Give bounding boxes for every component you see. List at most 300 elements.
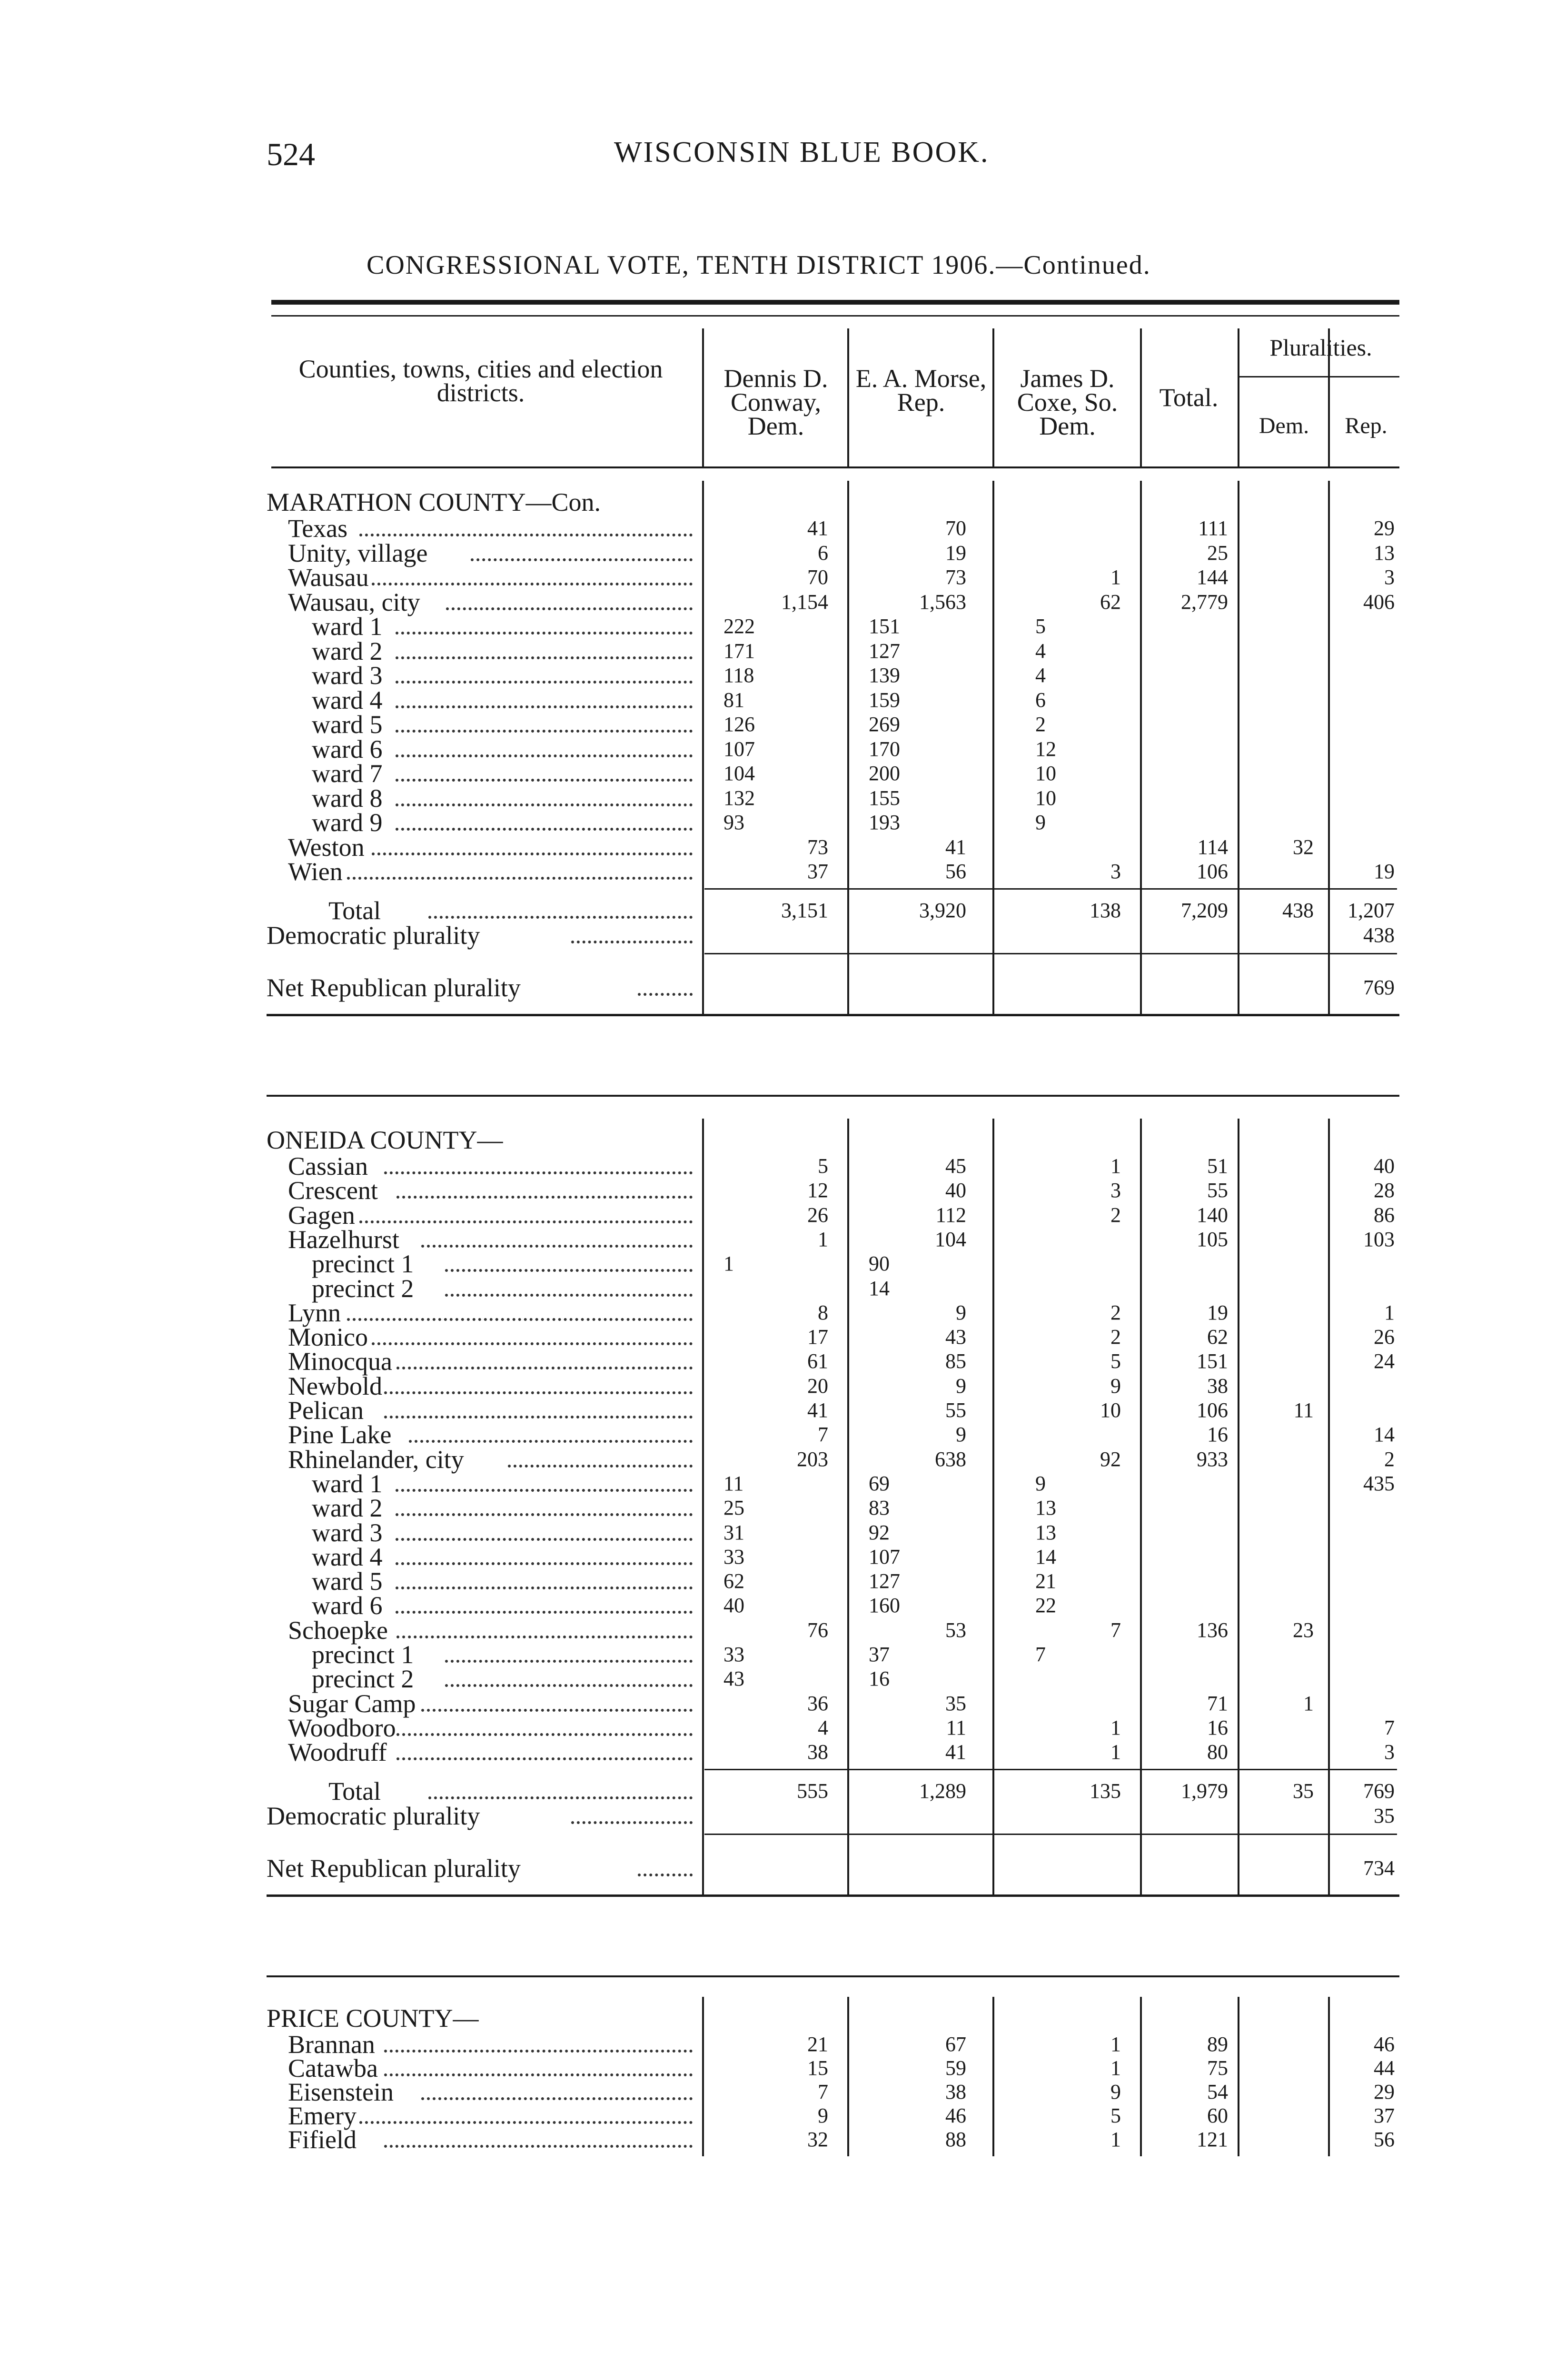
marathon-cell-coxe: 10 (1035, 762, 1056, 785)
price-cell-total: 75 (1207, 2056, 1228, 2080)
leader-dots (347, 1318, 693, 1321)
marathon-row-label: Texas (288, 514, 348, 543)
oneida-row-label: Sugar Camp (288, 1689, 416, 1718)
oneida-cell-coxe: 21 (1035, 1569, 1056, 1593)
oneida-row-label: ward 3 (312, 1518, 383, 1547)
oneida-total-rep: 769 (1363, 1779, 1395, 1803)
oneida-cell-morse: 92 (869, 1520, 890, 1544)
oneida-row-label: precinct 2 (312, 1274, 414, 1303)
oneida-cell-total: 62 (1207, 1325, 1228, 1349)
oneida-total-coxe: 135 (1090, 1779, 1121, 1803)
marathon-dem-plurality-rep: 438 (1363, 923, 1395, 947)
price-cell-total: 121 (1197, 2128, 1228, 2151)
oneida-cell-coxe: 7 (1035, 1643, 1046, 1666)
oneida-cell-rep: 2 (1384, 1447, 1395, 1471)
leader-dots (372, 853, 693, 855)
oneida-net-rep-rep: 734 (1363, 1856, 1395, 1880)
header-conway: Dennis D. Conway, Dem. (723, 364, 828, 440)
marathon-cell-morse: 73 (945, 565, 966, 589)
oneida-cell-rep: 435 (1363, 1471, 1395, 1495)
leader-dots (384, 1416, 693, 1418)
header-top-rule (271, 300, 1399, 305)
oneida-row-label: precinct 1 (312, 1640, 414, 1669)
column-rule (1238, 1997, 1239, 2156)
price-top-rule (267, 1975, 1399, 1977)
marathon-cell-morse: 269 (869, 713, 900, 736)
marathon-cell-conway: 126 (723, 713, 755, 736)
oneida-total-rule (704, 1769, 1397, 1770)
leader-dots (347, 877, 693, 880)
price-cell-coxe: 9 (1110, 2080, 1121, 2103)
price-cell-rep: 56 (1374, 2128, 1395, 2151)
oneida-cell-morse: 16 (869, 1667, 890, 1691)
oneida-cell-morse: 69 (869, 1471, 890, 1495)
leader-dots (396, 730, 693, 733)
oneida-cell-conway: 1 (818, 1227, 828, 1251)
oneida-cell-conway: 26 (807, 1203, 828, 1227)
leader-dots (384, 1391, 693, 1394)
marathon-row-label: Wausau (288, 563, 369, 592)
oneida-cell-conway: 33 (723, 1643, 744, 1666)
price-cell-coxe: 1 (1110, 2128, 1121, 2151)
header-morse: E. A. Morse, Rep. (855, 364, 987, 416)
marathon-row-label: Wausau, city (288, 587, 420, 616)
oneida-cell-morse: 41 (945, 1740, 966, 1764)
oneida-dem-plurality-rep: 35 (1374, 1804, 1395, 1827)
running-title: WISCONSIN BLUE BOOK. (614, 136, 990, 169)
oneida-cell-total: 51 (1207, 1154, 1228, 1178)
oneida-cell-rep: 14 (1374, 1423, 1395, 1447)
marathon-cell-conway: 171 (723, 639, 755, 663)
leader-dots (446, 607, 693, 610)
price-row-label: Fifield (288, 2125, 357, 2154)
leader-dots (396, 1636, 693, 1638)
marathon-row-label: Wien (288, 857, 343, 886)
price-cell-morse: 38 (945, 2080, 966, 2103)
marathon-cell-conway: 1,154 (781, 590, 828, 614)
oneida-cell-conway: 38 (807, 1740, 828, 1764)
leader-dots (445, 1660, 693, 1663)
oneida-cell-dem: 1 (1303, 1691, 1314, 1715)
oneida-cell-coxe: 2 (1110, 1300, 1121, 1324)
price-cell-conway: 9 (818, 2104, 828, 2127)
oneida-row-label: Schoepke (288, 1616, 388, 1645)
oneida-row-label: Hazelhurst (288, 1225, 399, 1254)
column-rule (992, 1119, 994, 1894)
oneida-cell-morse: 9 (956, 1374, 966, 1398)
marathon-row-label: ward 8 (312, 783, 383, 813)
oneida-cell-conway: 20 (807, 1374, 828, 1398)
leader-dots (359, 2121, 693, 2124)
leader-dots (396, 1367, 693, 1369)
oneida-cell-coxe: 1 (1110, 1740, 1121, 1764)
oneida-cell-morse: 55 (945, 1398, 966, 1422)
marathon-cell-coxe: 6 (1035, 688, 1046, 712)
oneida-cell-morse: 107 (869, 1545, 900, 1568)
oneida-cell-coxe: 1 (1110, 1154, 1121, 1178)
marathon-total-rule (704, 888, 1397, 890)
leader-dots (396, 1562, 693, 1565)
leader-dots (571, 1821, 693, 1824)
leader-dots (396, 1587, 693, 1589)
price-cell-coxe: 5 (1110, 2104, 1121, 2127)
marathon-cell-morse: 200 (869, 762, 900, 785)
marathon-cell-coxe: 9 (1035, 811, 1046, 834)
oneida-cell-total: 19 (1207, 1300, 1228, 1324)
oneida-cell-total: 16 (1207, 1716, 1228, 1739)
leader-dots (445, 1269, 693, 1272)
oneida-cell-rep: 86 (1374, 1203, 1395, 1227)
leader-dots (638, 993, 693, 996)
oneida-cell-coxe: 13 (1035, 1496, 1056, 1520)
oneida-cell-coxe: 2 (1110, 1325, 1121, 1349)
oneida-cell-morse: 104 (935, 1227, 966, 1251)
oneida-cell-total: 151 (1197, 1349, 1228, 1373)
oneida-cell-conway: 8 (818, 1300, 828, 1324)
price-cell-conway: 21 (807, 2033, 828, 2056)
oneida-cell-conway: 1 (723, 1252, 734, 1276)
marathon-cell-conway: 37 (807, 860, 828, 883)
oneida-row-label: ward 6 (312, 1591, 383, 1620)
marathon-cell-conway: 81 (723, 688, 744, 712)
column-rule (847, 328, 849, 466)
oneida-row-label: precinct 1 (312, 1250, 414, 1279)
oneida-cell-morse: 112 (935, 1203, 966, 1227)
header-total: Total. (1159, 383, 1219, 412)
oneida-cell-conway: 11 (723, 1471, 744, 1495)
leader-dots (384, 2050, 693, 2053)
marathon-cell-morse: 159 (869, 688, 900, 712)
marathon-cell-coxe: 62 (1100, 590, 1121, 614)
oneida-cell-conway: 40 (723, 1594, 744, 1617)
oneida-top-rule (267, 1095, 1399, 1097)
oneida-cell-rep: 26 (1374, 1325, 1395, 1349)
leader-dots (396, 1757, 693, 1760)
marathon-cell-dem: 32 (1293, 835, 1314, 859)
leader-dots (409, 1440, 693, 1443)
header-bottom-rule (271, 466, 1399, 468)
oneida-total-dem: 35 (1293, 1779, 1314, 1803)
marathon-cell-coxe: 3 (1110, 860, 1121, 883)
marathon-total-conway: 3,151 (781, 898, 828, 922)
header-districts: Counties, towns, cities and election districts. (298, 355, 663, 407)
column-rule (992, 1997, 994, 2156)
price-cell-rep: 46 (1374, 2033, 1395, 2056)
oneida-row-label: Pelican (288, 1396, 364, 1425)
oneida-cell-morse: 35 (945, 1691, 966, 1715)
leader-dots (396, 1489, 693, 1492)
leader-dots (571, 941, 693, 943)
leader-dots (428, 1796, 693, 1799)
marathon-cell-coxe: 4 (1035, 664, 1046, 687)
leader-dots (421, 2097, 693, 2100)
marathon-cell-morse: 170 (869, 737, 900, 761)
oneida-row-label: Monico (288, 1323, 368, 1352)
price-cell-morse: 59 (945, 2056, 966, 2080)
oneida-cell-conway: 7 (818, 1423, 828, 1447)
price-cell-conway: 15 (807, 2056, 828, 2080)
oneida-cell-conway: 4 (818, 1716, 828, 1739)
price-row-label: Eisenstein (288, 2078, 394, 2106)
leader-dots (384, 1171, 693, 1174)
price-row-label: Brannan (288, 2030, 375, 2059)
oneida-cell-morse: 14 (869, 1276, 890, 1300)
marathon-dem-plurality-label: Democratic plurality (267, 921, 480, 950)
oneida-row-label: ward 5 (312, 1567, 383, 1596)
column-rule (992, 328, 994, 466)
oneida-total-label: Total (328, 1776, 381, 1805)
oneida-cell-conway: 203 (797, 1447, 828, 1471)
oneida-net-rep-label: Net Republican plurality (267, 1854, 521, 1883)
leader-dots (508, 1465, 693, 1468)
marathon-cell-rep: 29 (1374, 516, 1395, 540)
marathon-cell-total: 2,779 (1181, 590, 1228, 614)
marathon-cell-conway: 70 (807, 565, 828, 589)
oneida-cell-morse: 90 (869, 1252, 890, 1276)
marathon-cell-morse: 193 (869, 811, 900, 834)
marathon-total-rep: 1,207 (1348, 898, 1395, 922)
marathon-cell-morse: 70 (945, 516, 966, 540)
oneida-cell-coxe: 13 (1035, 1520, 1056, 1544)
column-rule (1328, 481, 1330, 1014)
leader-dots (445, 1294, 693, 1297)
price-county-heading: PRICE COUNTY— (267, 2004, 479, 2033)
column-rule (992, 481, 994, 1014)
price-cell-coxe: 1 (1110, 2056, 1121, 2080)
oneida-county-heading: ONEIDA COUNTY— (267, 1126, 503, 1154)
marathon-row-label: Unity, village (288, 538, 428, 567)
oneida-cell-total: 933 (1197, 1447, 1228, 1471)
price-cell-morse: 46 (945, 2104, 966, 2127)
oneida-total-morse: 1,289 (919, 1779, 966, 1803)
oneida-plurality-rule (704, 1834, 1397, 1835)
oneida-cell-coxe: 5 (1110, 1349, 1121, 1373)
marathon-cell-conway: 93 (723, 811, 744, 834)
oneida-cell-coxe: 9 (1035, 1471, 1046, 1495)
oneida-cell-total: 136 (1197, 1618, 1228, 1642)
oneida-row-label: ward 2 (312, 1494, 383, 1523)
marathon-cell-total: 111 (1198, 516, 1228, 540)
marathon-cell-coxe: 10 (1035, 786, 1056, 810)
price-cell-rep: 44 (1374, 2056, 1395, 2080)
oneida-total-conway: 555 (797, 1779, 828, 1803)
oneida-cell-conway: 61 (807, 1349, 828, 1373)
page-header (267, 136, 1428, 178)
oneida-row-label: Lynn (288, 1298, 341, 1327)
marathon-cell-conway: 222 (723, 615, 755, 638)
oneida-row-label: precinct 2 (312, 1665, 414, 1694)
oneida-cell-coxe: 10 (1100, 1398, 1121, 1422)
leader-dots (372, 1342, 693, 1345)
oneida-row-label: Crescent (288, 1176, 378, 1205)
oneida-cell-dem: 11 (1293, 1398, 1314, 1422)
oneida-row-label: Woodruff (288, 1738, 387, 1767)
oneida-cell-total: 140 (1197, 1203, 1228, 1227)
price-cell-morse: 88 (945, 2128, 966, 2151)
oneida-row-label: Woodboro (288, 1713, 396, 1742)
marathon-row-label: ward 7 (312, 759, 383, 788)
marathon-cell-coxe: 1 (1110, 565, 1121, 589)
marathon-cell-coxe: 5 (1035, 615, 1046, 638)
column-rule (1328, 1997, 1330, 2156)
header-coxe: James D. Coxe, So. Dem. (1017, 364, 1118, 440)
oneida-cell-conway: 36 (807, 1691, 828, 1715)
column-rule (702, 1997, 704, 2156)
oneida-cell-total: 80 (1207, 1740, 1228, 1764)
marathon-total-morse: 3,920 (919, 898, 966, 922)
leader-dots (396, 754, 693, 757)
marathon-net-rep-rep: 769 (1363, 975, 1395, 999)
oneida-cell-coxe: 9 (1110, 1374, 1121, 1398)
price-row-label: Catawba (288, 2054, 378, 2082)
marathon-cell-morse: 151 (869, 615, 900, 638)
column-rule (702, 1119, 704, 1894)
oneida-cell-conway: 5 (818, 1154, 828, 1178)
marathon-section-end-rule (267, 1014, 1399, 1016)
oneida-cell-dem: 23 (1293, 1618, 1314, 1642)
leader-dots (421, 1245, 693, 1248)
marathon-row-label: ward 1 (312, 612, 383, 641)
pluralities-rule (1238, 376, 1399, 377)
marathon-cell-conway: 107 (723, 737, 755, 761)
oneida-cell-morse: 11 (946, 1716, 966, 1739)
oneida-row-label: Cassian (288, 1152, 368, 1180)
oneida-cell-morse: 83 (869, 1496, 890, 1520)
leader-dots (396, 1733, 693, 1736)
oneida-cell-rep: 28 (1374, 1179, 1395, 1202)
leader-dots (372, 583, 693, 585)
marathon-row-label: Weston (288, 833, 365, 862)
leader-dots (396, 828, 693, 831)
marathon-cell-morse: 56 (945, 860, 966, 883)
header-top-rule-thin (271, 315, 1399, 317)
column-rule (1140, 1119, 1142, 1894)
marathon-cell-coxe: 12 (1035, 737, 1056, 761)
oneida-row-label: Newbold (288, 1371, 382, 1400)
marathon-row-label: ward 4 (312, 685, 383, 714)
oneida-cell-morse: 85 (945, 1349, 966, 1373)
marathon-cell-morse: 155 (869, 786, 900, 810)
leader-dots (396, 632, 693, 635)
column-rule (847, 481, 849, 1014)
marathon-cell-morse: 41 (945, 835, 966, 859)
marathon-cell-morse: 19 (945, 541, 966, 565)
column-rule (1238, 328, 1239, 466)
column-rule (1140, 328, 1142, 466)
leader-dots (396, 681, 693, 684)
leader-dots (428, 916, 693, 919)
oneida-cell-rep: 24 (1374, 1349, 1395, 1373)
leader-dots (396, 656, 693, 659)
oneida-row-label: Pine Lake (288, 1420, 392, 1449)
oneida-row-label: Gagen (288, 1200, 355, 1230)
column-rule (847, 1119, 849, 1894)
marathon-cell-conway: 104 (723, 762, 755, 785)
leader-dots (359, 534, 693, 536)
oneida-cell-conway: 62 (723, 1569, 744, 1593)
column-rule (1238, 481, 1239, 1014)
table-title: CONGRESSIONAL VOTE, TENTH DISTRICT 1906.—Continued. (367, 250, 1151, 280)
column-rule (1328, 378, 1330, 466)
oneida-cell-conway: 41 (807, 1398, 828, 1422)
column-rule (847, 1997, 849, 2156)
oneida-cell-total: 16 (1207, 1423, 1228, 1447)
marathon-cell-morse: 1,563 (919, 590, 966, 614)
header-pluralities: Pluralities. (1269, 334, 1372, 361)
oneida-cell-total: 38 (1207, 1374, 1228, 1398)
leader-dots (396, 705, 693, 708)
header-plur-dem: Dem. (1259, 413, 1309, 438)
leader-dots (384, 2145, 693, 2148)
column-rule (702, 328, 704, 466)
marathon-cell-conway: 118 (723, 664, 754, 687)
marathon-cell-conway: 132 (723, 786, 755, 810)
oneida-cell-morse: 53 (945, 1618, 966, 1642)
leader-dots (396, 1611, 693, 1614)
marathon-cell-total: 144 (1197, 565, 1228, 589)
oneida-cell-conway: 33 (723, 1545, 744, 1568)
column-rule (1140, 1997, 1142, 2156)
oneida-cell-rep: 3 (1384, 1740, 1395, 1764)
oneida-cell-total: 106 (1197, 1398, 1228, 1422)
column-rule (702, 481, 704, 1014)
marathon-row-label: ward 9 (312, 808, 383, 837)
leader-dots (638, 1874, 693, 1876)
price-cell-coxe: 1 (1110, 2033, 1121, 2056)
oneida-cell-conway: 12 (807, 1179, 828, 1202)
oneida-row-label: Minocqua (288, 1347, 392, 1376)
marathon-cell-rep: 3 (1384, 565, 1395, 589)
oneida-cell-conway: 31 (723, 1520, 744, 1544)
marathon-total-coxe: 138 (1090, 898, 1121, 922)
marathon-cell-coxe: 2 (1035, 713, 1046, 736)
marathon-total-dem: 438 (1282, 898, 1314, 922)
oneida-cell-coxe: 92 (1100, 1447, 1121, 1471)
oneida-cell-morse: 9 (956, 1300, 966, 1324)
oneida-cell-coxe: 1 (1110, 1716, 1121, 1739)
header-plur-rep: Rep. (1345, 413, 1387, 438)
leader-dots (396, 803, 693, 806)
oneida-cell-total: 71 (1207, 1691, 1228, 1715)
oneida-cell-morse: 37 (869, 1643, 890, 1666)
marathon-cell-conway: 73 (807, 835, 828, 859)
oneida-cell-morse: 160 (869, 1594, 900, 1617)
marathon-cell-morse: 127 (869, 639, 900, 663)
oneida-row-label: ward 4 (312, 1542, 383, 1571)
marathon-row-label: ward 2 (312, 636, 383, 665)
leader-dots (396, 1513, 693, 1516)
oneida-cell-rep: 40 (1374, 1154, 1395, 1178)
leader-dots (359, 1220, 693, 1223)
oneida-cell-morse: 40 (945, 1179, 966, 1202)
oneida-cell-conway: 25 (723, 1496, 744, 1520)
column-rule (1238, 1119, 1239, 1894)
column-rule (1328, 1119, 1330, 1894)
oneida-dem-plurality-label: Democratic plurality (267, 1801, 480, 1830)
leader-dots (396, 779, 693, 782)
oneida-cell-coxe: 14 (1035, 1545, 1056, 1568)
price-cell-conway: 7 (818, 2080, 828, 2103)
oneida-cell-coxe: 2 (1110, 1203, 1121, 1227)
oneida-cell-rep: 1 (1384, 1300, 1395, 1324)
leader-dots (384, 2073, 693, 2076)
marathon-cell-rep: 13 (1374, 541, 1395, 565)
leader-dots (445, 1684, 693, 1687)
oneida-cell-conway: 76 (807, 1618, 828, 1642)
price-cell-morse: 67 (945, 2033, 966, 2056)
oneida-cell-total: 105 (1197, 1227, 1228, 1251)
oneida-cell-rep: 7 (1384, 1716, 1395, 1739)
